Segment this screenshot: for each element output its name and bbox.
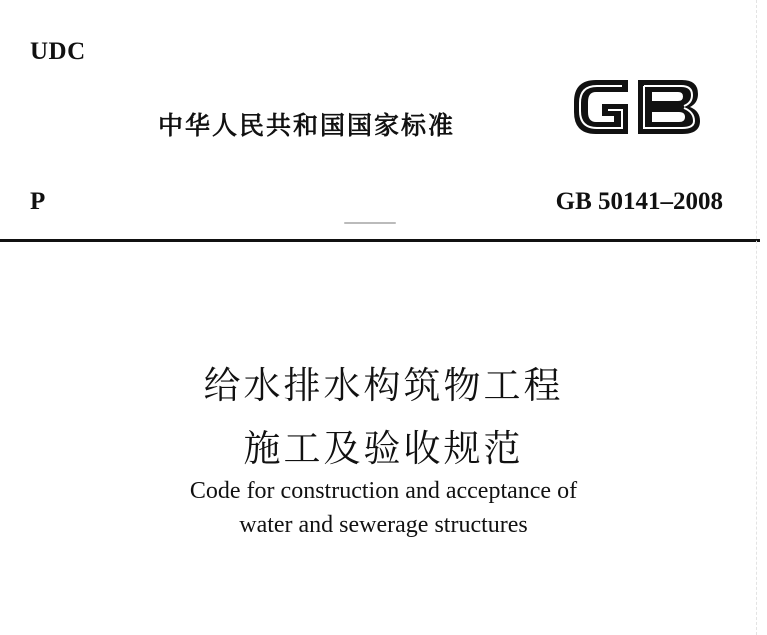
category-letter: P	[30, 188, 46, 215]
title-en-line2: water and sewerage structures	[239, 512, 528, 538]
title-cn-line2: 施工及验收规范	[243, 427, 524, 470]
title-cn-line1: 给水排水构筑物工程	[203, 364, 564, 407]
standard-number: GB 50141–2008	[555, 188, 723, 215]
gb-logo	[566, 70, 706, 144]
scan-edge	[755, 0, 757, 635]
standard-type-heading: 中华人民共和国国家标准	[158, 111, 456, 140]
scan-smudge	[344, 222, 396, 224]
header-divider	[0, 239, 760, 242]
udc-label: UDC	[30, 38, 86, 65]
title-en-line1: Code for construction and acceptance of	[189, 478, 578, 504]
